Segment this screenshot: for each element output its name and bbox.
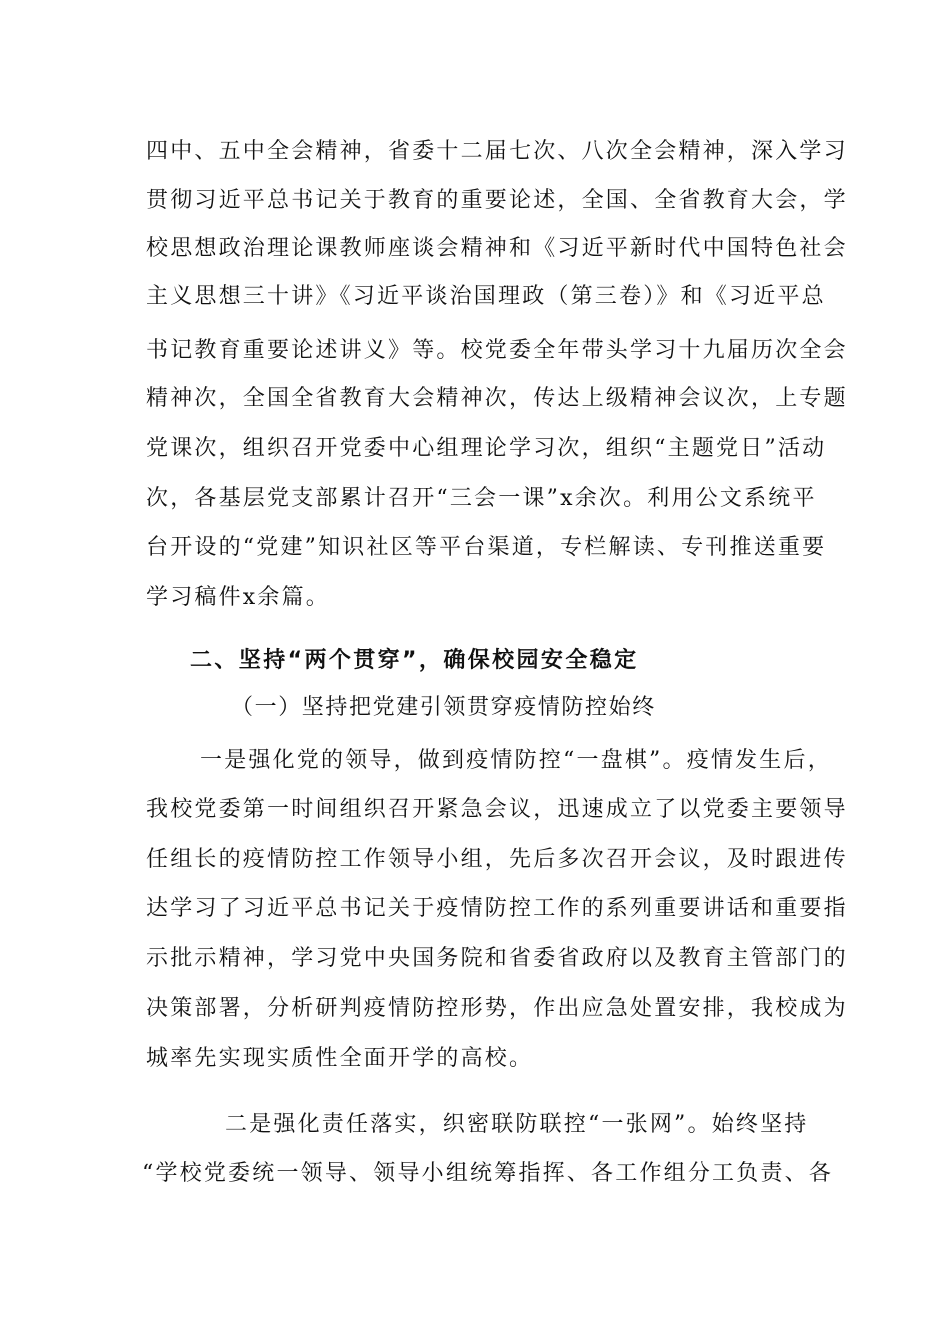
paragraph-line: 四中、五中全会精神，省委十二届七次、八次全会精神，深入学习: [146, 139, 848, 164]
paragraph-line: 一是强化党的领导，做到疫情防控“一盘棋”。疫情发生后，: [200, 748, 832, 773]
paragraph-line: 校思想政治理论课教师座谈会精神和《习近平新时代中国特色社会: [146, 236, 848, 261]
paragraph-line: 任组长的疫情防控工作领导小组，先后多次召开会议，及时跟进传: [146, 847, 848, 872]
paragraph-line: 示批示精神，学习党中央国务院和省委省政府以及教育主管部门的: [146, 946, 848, 971]
paragraph-line: 决策部署，分析研判疫情防控形势，作出应急处置安排，我校成为: [146, 996, 848, 1021]
paragraph-line: “学校党委统一领导、领导小组统筹指挥、各工作组分工负责、各: [142, 1161, 834, 1186]
paragraph-line: 次，各基层党支部累计召开“三会一课”x余次。利用公文系统平: [146, 486, 817, 511]
subsection-heading: （一）坚持把党建引领贯穿疫情防控始终: [231, 695, 656, 720]
paragraph-line: 主义思想三十讲》《习近平谈治国理政（第三卷）》和《习近平总: [146, 284, 826, 309]
paragraph-line: 学习稿件x余篇。: [146, 585, 331, 610]
paragraph-line: 书记教育重要论述讲义》等。校党委全年带头学习十九届历次全会: [146, 338, 848, 363]
paragraph-line: 党课次，组织召开党委中心组理论学习次，组织“主题党日”活动: [146, 436, 827, 461]
paragraph-line: 贯彻习近平总书记关于教育的重要论述，全国、全省教育大会，学: [146, 188, 848, 213]
paragraph-line: 台开设的“党建”知识社区等平台渠道，专栏解读、专刊推送重要: [146, 535, 827, 560]
paragraph-line: 二是强化责任落实，织密联防联控“一张网”。始终坚持: [225, 1112, 809, 1137]
paragraph-line: 我校党委第一时间组织召开紧急会议，迅速成立了以党委主要领导: [146, 797, 848, 822]
section-heading: 二、坚持“两个贯穿”，确保校园安全稳定: [190, 648, 639, 673]
paragraph-line: 城率先实现实质性全面开学的高校。: [146, 1046, 534, 1071]
paragraph-line: 精神次，全国全省教育大会精神次，传达上级精神会议次，上专题: [146, 386, 848, 411]
paragraph-line: 达学习了习近平总书记关于疫情防控工作的系列重要讲话和重要指: [146, 896, 848, 921]
